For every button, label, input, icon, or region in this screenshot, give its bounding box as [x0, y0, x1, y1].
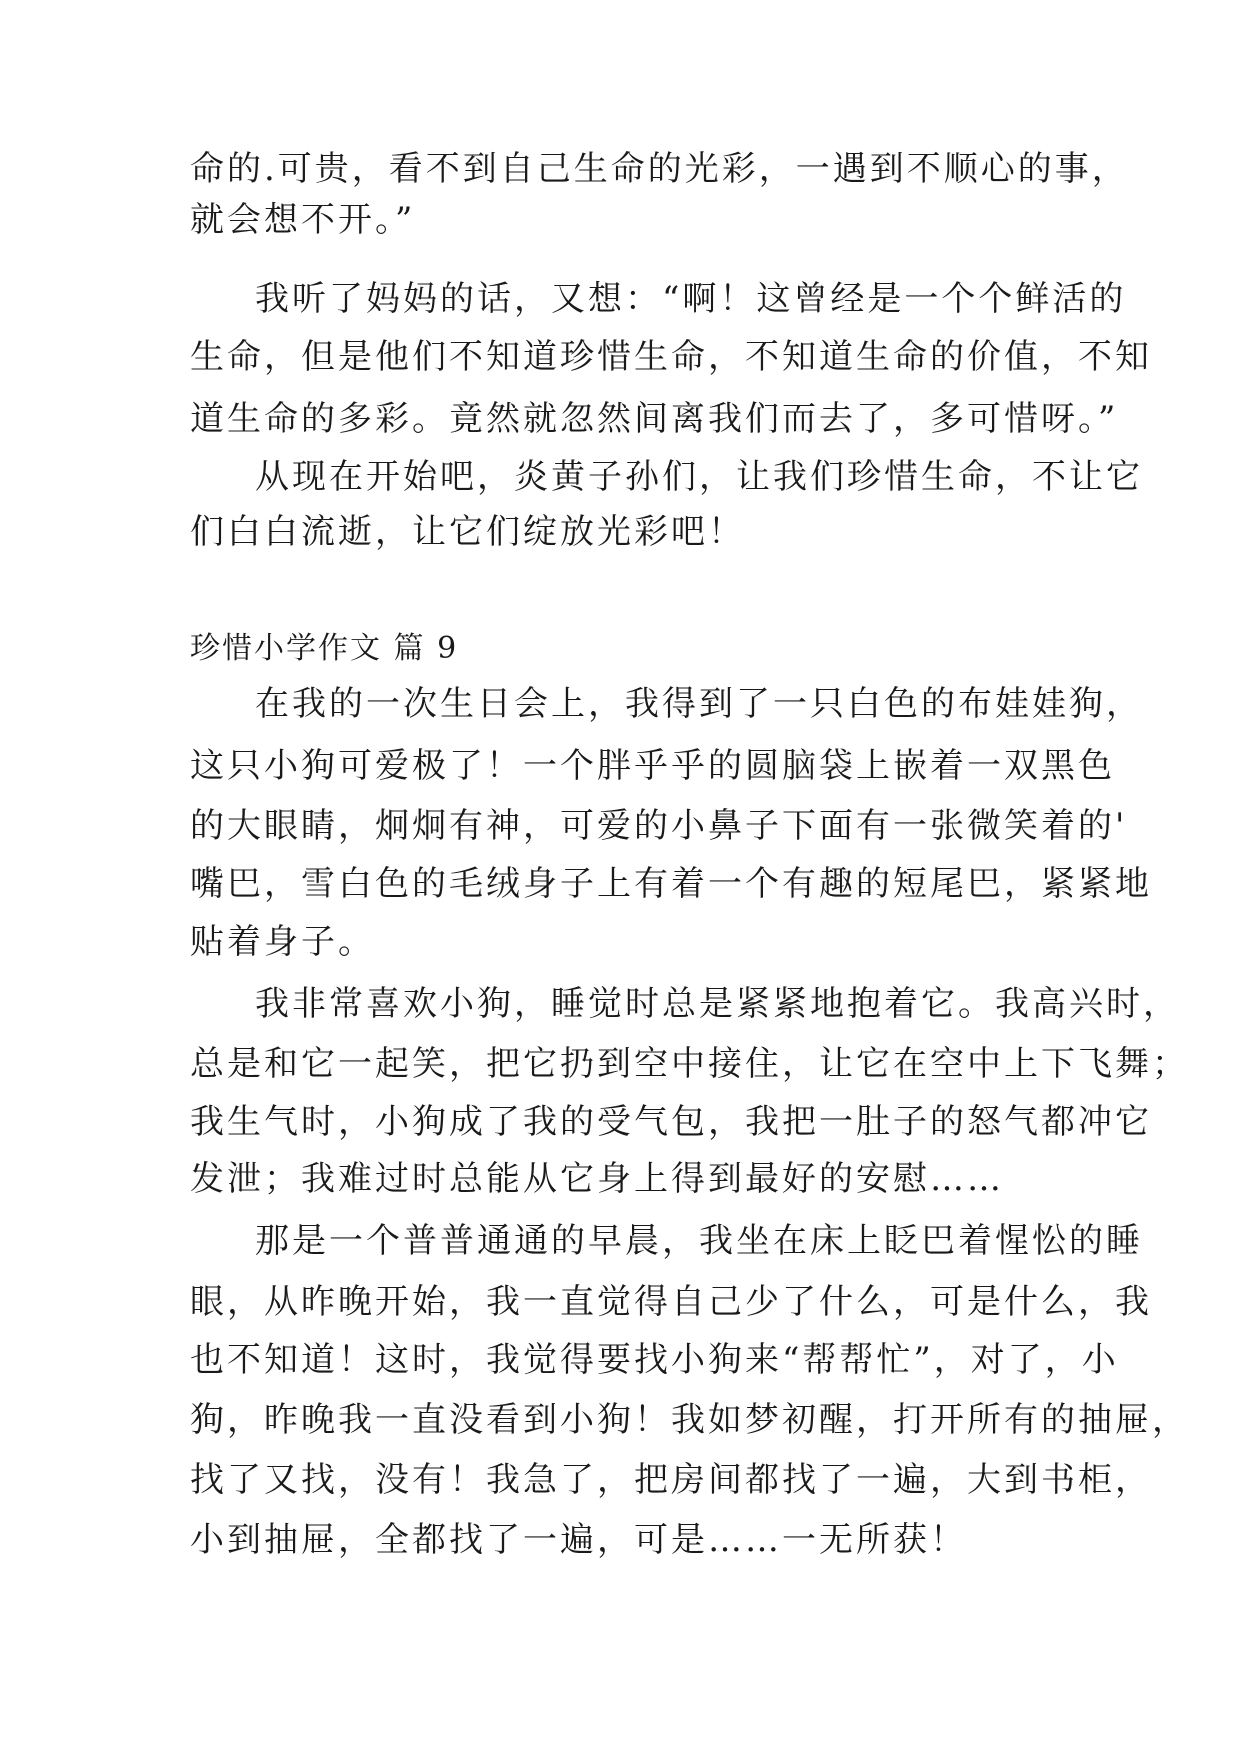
- text-line: 小到抽屉，全都找了一遍，可是……一无所获！: [190, 1520, 967, 1560]
- text-line: 这只小狗可爱极了！一个胖乎乎的圆脑袋上嵌着一双黑色: [190, 746, 1115, 786]
- text-line: 道生命的多彩。竟然就忽然间离我们而去了，多可惜呀。”: [190, 399, 1119, 439]
- text-line: 贴着身子。: [190, 922, 375, 962]
- text-line: 在我的一次生日会上，我得到了一只白色的布娃娃狗，: [255, 684, 1143, 724]
- text-line: 眼，从昨晚开始，我一直觉得自己少了什么，可是什么，我: [190, 1282, 1152, 1322]
- text-line: 我非常喜欢小狗，睡觉时总是紧紧地抱着它。我高兴时，: [255, 984, 1180, 1024]
- text-line: 我生气时，小狗成了我的受气包，我把一肚子的怒气都冲它: [190, 1102, 1152, 1142]
- text-line: 发泄；我难过时总能从它身上得到最好的安慰……: [190, 1159, 1004, 1199]
- text-line: 嘴巴，雪白色的毛绒身子上有着一个有趣的短尾巴，紧紧地: [190, 864, 1152, 904]
- text-line: 狗，昨晚我一直没看到小狗！我如梦初醒，打开所有的抽屉，: [190, 1400, 1189, 1440]
- text-line: 从现在开始吧，炎黄子孙们，让我们珍惜生命，不让它: [255, 457, 1143, 497]
- text-line: 那是一个普普通通的早晨，我坐在床上眨巴着惺忪的睡: [255, 1221, 1143, 1261]
- text-line: 生命，但是他们不知道珍惜生命，不知道生命的价值，不知: [190, 337, 1152, 377]
- text-line: 们白白流逝，让它们绽放光彩吧！: [190, 512, 745, 552]
- text-line: 就会想不开。”: [190, 200, 416, 240]
- text-line: 也不知道！这时，我觉得要找小狗来“帮帮忙”，对了，小: [190, 1340, 1119, 1380]
- text-line: 的大眼睛，炯炯有神，可爱的小鼻子下面有一张微笑着的': [190, 806, 1128, 846]
- section-heading: 珍惜小学作文 篇 9: [190, 631, 459, 666]
- text-line: 找了又找，没有！我急了，把房间都找了一遍，大到书柜，: [190, 1460, 1152, 1500]
- text-line: 我听了妈妈的话，又想：“啊！这曾经是一个个鲜活的: [255, 279, 1127, 319]
- text-line: 命的.可贵，看不到自己生命的光彩，一遇到不顺心的事，: [190, 149, 1129, 189]
- text-line: 总是和它一起笑，把它扔到空中接住，让它在空中上下飞舞；: [190, 1044, 1189, 1084]
